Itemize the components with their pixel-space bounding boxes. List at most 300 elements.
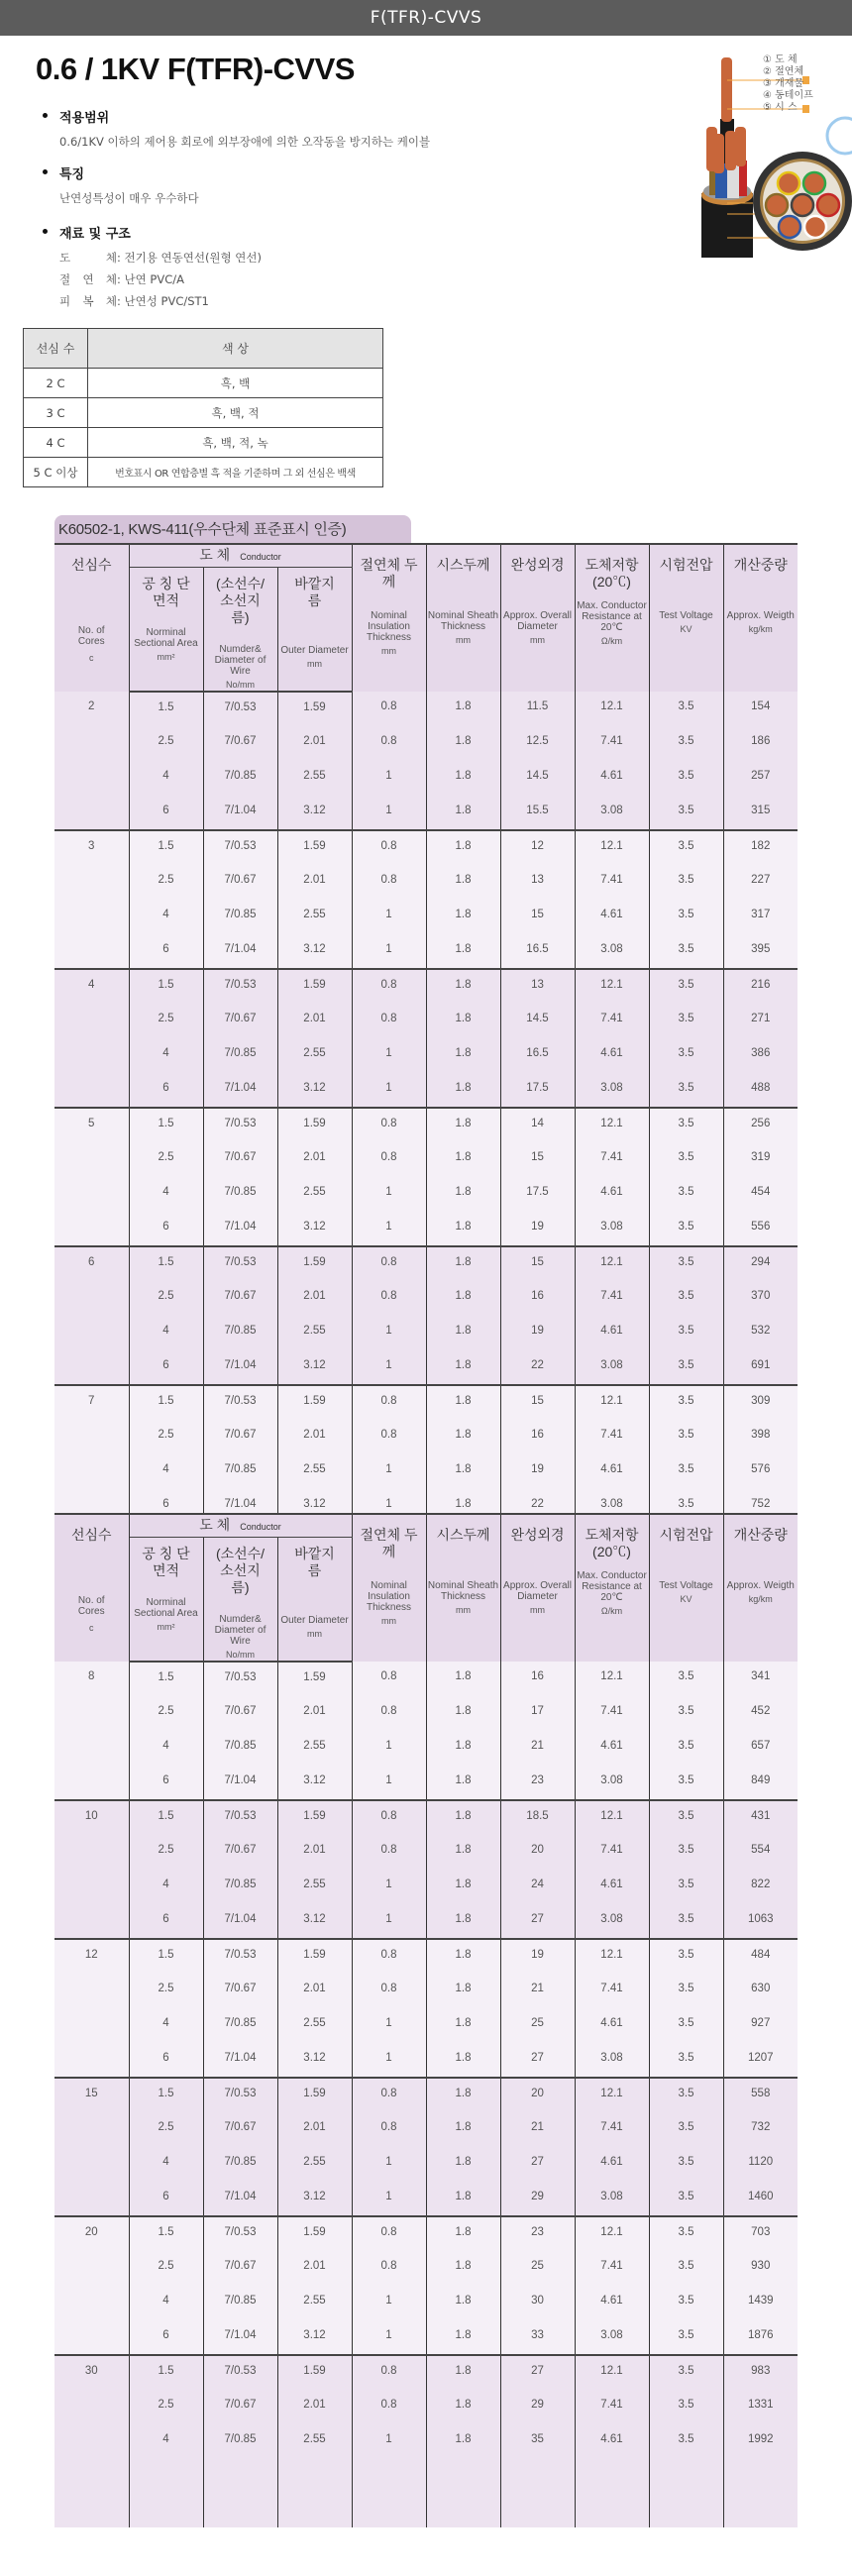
value-cell: 6 [129,1073,203,1108]
table-row [54,2390,798,2424]
value-cell: 576 [723,1454,798,1489]
value-cell: 341 [723,1662,798,1696]
value-cell: 3.5 [649,2251,723,2286]
value-cell: 2.01 [277,1696,352,1731]
core-group-7 [54,1385,798,1524]
value-cell: 7.41 [575,1420,649,1454]
value-cell: 2.55 [277,1870,352,1904]
color-cell: 흑, 백, 적 [88,398,383,428]
value-cell: 1.8 [426,1731,500,1766]
value-cell: 3.5 [649,1904,723,1939]
value-cell: 1 [352,1489,426,1524]
cores-cell: 15 [54,2078,129,2112]
header-insulation-hu: mm [381,646,396,656]
value-cell: 2.01 [277,1974,352,2008]
value-cell: 1.8 [426,2182,500,2216]
col-header-conductor [129,544,352,568]
value-cell: 12 [500,830,575,865]
value-cell: 7/1.04 [203,2043,277,2078]
value-cell: 1.8 [426,865,500,900]
cores-cell [54,2286,129,2320]
materials-body [40,247,262,312]
value-cell: 0.8 [352,1385,426,1420]
value-cell: 19 [500,1316,575,1350]
value-cell: 12.1 [575,2078,649,2112]
value-cell: 25 [500,2008,575,2043]
value-cell: 0.8 [352,726,426,761]
header-area-hk: 공 칭 단면적 [142,1546,190,1578]
value-cell: 1.8 [426,796,500,830]
value-cell: 1.8 [426,830,500,865]
table-row [54,1454,798,1489]
header-wire-he: Numder& Diameter of Wire [214,1614,266,1647]
legend-item: ② 절연체 [763,66,804,77]
table-row [54,830,798,865]
value-cell: 1.59 [277,1246,352,1281]
value-cell: 2.55 [277,2424,352,2459]
value-cell: 7.41 [575,1281,649,1316]
legend-item: ⑤ 시 스 [763,102,798,113]
value-cell: 0.8 [352,2112,426,2147]
value-cell: 3.12 [277,1212,352,1246]
value-cell: 1.8 [426,1939,500,1974]
value-cell: 4 [129,1038,203,1073]
value-cell: 703 [723,2216,798,2251]
value-cell: 24 [500,1870,575,1904]
value-cell: 3.5 [649,2424,723,2459]
value-cell: 2.01 [277,1281,352,1316]
table-row [54,2424,798,2459]
header-voltage-hu: KV [680,1594,692,1604]
cable-cross-section-icon [733,144,852,258]
col-header-color: 색 상 [88,329,383,369]
value-cell: 15 [500,900,575,934]
value-cell: 3.5 [649,830,723,865]
value-cell: 3.08 [575,1073,649,1108]
cores-cell [54,1316,129,1350]
value-cell: 13 [500,969,575,1004]
value-cell: 1.8 [426,1835,500,1870]
value-cell: 1.59 [277,830,352,865]
header-weight-hk: 개산중량 [733,557,788,573]
value-cell: 1 [352,2320,426,2355]
cores-cell: 7 [54,1385,129,1420]
table-row [54,1108,798,1142]
material-item [59,268,262,290]
value-cell: 1.8 [426,2147,500,2182]
value-cell: 7/0.53 [203,2355,277,2390]
value-cell: 7/0.53 [203,1662,277,1696]
value-cell: 2.5 [129,1974,203,2008]
table-row [54,2459,798,2527]
value-cell: 1 [352,1177,426,1212]
value-cell: 7/0.67 [203,1281,277,1316]
header-voltage-hk: 시험전압 [659,1527,713,1543]
value-cell: 0.8 [352,865,426,900]
value-cell: 22 [500,1350,575,1385]
core-group-8 [54,1662,798,1800]
value-cell: 484 [723,1939,798,1974]
table-row [54,1870,798,1904]
value-cell: 3.5 [649,1350,723,1385]
value-cell: 2.01 [277,2390,352,2424]
value-cell: 27 [500,2355,575,2390]
value-cell: 2.55 [277,761,352,796]
value-cell: 1.5 [129,830,203,865]
value-cell: 1.8 [426,1696,500,1731]
value-cell: 0.8 [352,2078,426,2112]
table-row [54,2320,798,2355]
header-voltage-hu: KV [680,624,692,634]
value-cell: 3.08 [575,2043,649,2078]
value-cell: 0.8 [352,2355,426,2390]
header-overall-he: Approx. Overall Diameter [503,610,572,632]
value-cell: 2.55 [277,1177,352,1212]
value-cell: 0.8 [352,2390,426,2424]
cores-cell [54,2043,129,2078]
value-cell: 1.8 [426,1662,500,1696]
section-scope [40,107,430,153]
value-cell: 6 [129,1904,203,1939]
header-wire-hk: (소선수/ 소선지름) [215,576,266,625]
value-cell: 1 [352,1038,426,1073]
value-cell: 2.01 [277,2112,352,2147]
value-cell: 0.8 [352,1004,426,1038]
value-cell: 4 [129,2286,203,2320]
value-cell: 1 [352,1350,426,1385]
table-row [54,2355,798,2390]
core-group-5 [54,1108,798,1246]
value-cell: 7/0.85 [203,1731,277,1766]
value-cell: 1.8 [426,1870,500,1904]
cores-cell: 4 C [24,428,88,458]
value-cell: 3.5 [649,1731,723,1766]
core-group-3 [54,830,798,969]
core-group-12 [54,1939,798,2078]
value-cell: 0.8 [352,692,426,726]
value-cell: 3.08 [575,1489,649,1524]
legend-item: ① 도 체 [763,54,798,65]
table-row [54,1350,798,1385]
value-cell: 12.1 [575,830,649,865]
cores-cell [54,1073,129,1108]
value-cell: 4 [129,2147,203,2182]
color-cell: 흑, 백 [88,369,383,398]
cores-cell: 5 [54,1108,129,1142]
value-cell: 7/0.85 [203,2008,277,2043]
table-row [24,458,383,487]
value-cell: 7/0.67 [203,1974,277,2008]
value-cell: 3.5 [649,1212,723,1246]
value-cell: 3.5 [649,2390,723,2424]
value-cell: 294 [723,1246,798,1281]
value-cell: 16.5 [500,1038,575,1073]
cores-cell [54,1038,129,1073]
value-cell: 1.5 [129,1939,203,1974]
cores-cell: 3 C [24,398,88,428]
value-cell: 1.59 [277,2216,352,2251]
table-row [54,1073,798,1108]
header-sheath-hk: 시스두께 [436,557,490,573]
header-overall-hu: mm [530,635,545,645]
cores-cell [54,1350,129,1385]
cores-cell [54,2251,129,2286]
value-cell: 7.41 [575,1835,649,1870]
value-cell: 154 [723,692,798,726]
value-cell: 315 [723,796,798,830]
features-body: 난연성특성이 매우 우수하다 [59,191,199,205]
value-cell: 454 [723,1177,798,1212]
table-row [54,761,798,796]
material-item [59,290,262,312]
value-cell: 23 [500,1766,575,1800]
col-header-insulation [352,1514,426,1662]
value-cell: 21 [500,1974,575,2008]
value-cell: 1.8 [426,1073,500,1108]
value-cell: 2.01 [277,865,352,900]
value-cell: 4 [129,1870,203,1904]
header-sheath-hu: mm [456,635,471,645]
value-cell: 6 [129,2320,203,2355]
cores-cell: 30 [54,2355,129,2390]
cores-cell: 8 [54,1662,129,1696]
features-heading: 특징 [40,163,199,182]
value-cell: 1.8 [426,1350,500,1385]
col-header-area [129,1538,203,1663]
header-wire-hu: No/mm [226,1650,255,1660]
col-header-overall [500,1514,575,1662]
value-cell: 1.8 [426,900,500,934]
value-cell: 3.12 [277,1766,352,1800]
value-cell: 1.8 [426,1246,500,1281]
value-cell: 1.8 [426,2043,500,2078]
cores-cell [54,1696,129,1731]
value-cell: 822 [723,1870,798,1904]
col-header-cores [54,1514,129,1662]
value-cell: 2.01 [277,726,352,761]
header-cores-he: No. of Cores [77,1595,105,1617]
value-cell: 4.61 [575,761,649,796]
col-header-voltage [649,544,723,692]
header-cores-hu: c [89,1623,94,1633]
value-cell: 2.5 [129,1142,203,1177]
value-cell: 3.5 [649,2043,723,2078]
value-cell: 1.59 [277,1385,352,1420]
value-cell: 1.59 [277,1108,352,1142]
header-weight-he: Approx. Weigth [726,1580,795,1591]
value-cell: 7/0.67 [203,2112,277,2147]
value-cell: 13 [500,865,575,900]
cable-parts-legend [763,54,813,114]
core-group-15 [54,2078,798,2216]
value-cell [723,2459,798,2527]
value-cell: 3.5 [649,1038,723,1073]
table-row [54,2147,798,2182]
value-cell: 15.5 [500,796,575,830]
legend-item: ③ 개재물 [763,78,804,89]
value-cell: 7/1.04 [203,934,277,969]
table-row [54,2216,798,2251]
value-cell: 27 [500,1904,575,1939]
value-cell: 1.8 [426,2390,500,2424]
value-cell: 7/0.53 [203,2216,277,2251]
cores-cell [54,1870,129,1904]
value-cell: 1.8 [426,2216,500,2251]
value-cell: 7.41 [575,1696,649,1731]
value-cell: 3.5 [649,1696,723,1731]
value-cell: 12.1 [575,1246,649,1281]
value-cell: 7/0.85 [203,1454,277,1489]
value-cell: 1992 [723,2424,798,2459]
header-outer-he: Outer Diameter [280,1615,349,1626]
value-cell: 3.5 [649,1662,723,1696]
value-cell: 1.8 [426,1281,500,1316]
core-group-30 [54,2355,798,2527]
conductor-ko: 도 체 [199,547,231,563]
cores-cell: 12 [54,1939,129,1974]
value-cell: 3.5 [649,2112,723,2147]
cores-cell: 6 [54,1246,129,1281]
value-cell: 3.08 [575,2182,649,2216]
material-value: : 전기용 연동연선(원형 연선) [117,251,263,265]
value-cell: 7/1.04 [203,1073,277,1108]
table-row [54,1212,798,1246]
value-cell: 1.8 [426,1420,500,1454]
value-cell: 1.8 [426,2112,500,2147]
value-cell: 7/0.53 [203,969,277,1004]
value-cell: 558 [723,2078,798,2112]
value-cell: 14.5 [500,1004,575,1038]
cores-cell: 10 [54,1800,129,1835]
value-cell: 1.8 [426,2251,500,2286]
value-cell: 1.8 [426,1974,500,2008]
value-cell: 1 [352,796,426,830]
value-cell: 386 [723,1038,798,1073]
value-cell: 1 [352,2182,426,2216]
core-group-10 [54,1800,798,1939]
table-row [54,1038,798,1073]
value-cell: 3.5 [649,1454,723,1489]
cores-cell [54,1974,129,2008]
value-cell: 0.8 [352,830,426,865]
value-cell: 452 [723,1696,798,1731]
value-cell: 12.1 [575,1385,649,1420]
value-cell: 7/0.85 [203,1870,277,1904]
value-cell: 15 [500,1142,575,1177]
value-cell: 7.41 [575,1974,649,2008]
value-cell: 7/0.85 [203,1316,277,1350]
table-row [54,865,798,900]
value-cell: 0.8 [352,2216,426,2251]
value-cell: 2.5 [129,1420,203,1454]
value-cell: 3.5 [649,1870,723,1904]
value-cell: 7/1.04 [203,796,277,830]
value-cell: 3.5 [649,761,723,796]
value-cell: 3.5 [649,865,723,900]
value-cell: 1063 [723,1904,798,1939]
value-cell: 27 [500,2147,575,2182]
header-resistance-hu: Ω/km [600,636,623,646]
value-cell: 182 [723,830,798,865]
value-cell: 7/0.67 [203,865,277,900]
value-cell: 1 [352,934,426,969]
value-cell: 3.5 [649,2078,723,2112]
col-header-cores: 선심 수 [24,329,88,369]
value-cell: 22 [500,1489,575,1524]
header-area-he: Norminal Sectional Area [134,627,198,649]
table-row [54,1385,798,1420]
value-cell: 3.5 [649,2008,723,2043]
value-cell: 7/0.67 [203,2251,277,2286]
page-banner: F(TFR)-CVVS [0,0,852,36]
value-cell: 20 [500,2078,575,2112]
value-cell: 7.41 [575,2112,649,2147]
value-cell: 1.5 [129,2355,203,2390]
value-cell: 2.5 [129,1696,203,1731]
header-wire-hk: (소선수/ 소선지름) [215,1546,266,1595]
value-cell: 1.8 [426,2286,500,2320]
header-sheath-he: Nominal Sheath Thickness [427,610,499,632]
value-cell: 6 [129,1489,203,1524]
col-header-resistance [575,544,649,692]
conductor-en: Conductor [240,552,281,562]
header-weight-hk: 개산중량 [733,1527,788,1543]
value-cell: 752 [723,1489,798,1524]
value-cell: 2.5 [129,1004,203,1038]
cores-cell [54,2112,129,2147]
copper-core-icon [721,57,732,122]
value-cell: 1 [352,2424,426,2459]
value-cell: 4.61 [575,1316,649,1350]
value-cell: 3.5 [649,2286,723,2320]
table-row [54,934,798,969]
value-cell: 7/0.53 [203,1385,277,1420]
value-cell: 4.61 [575,1731,649,1766]
value-cell: 3.5 [649,1974,723,2008]
table-row [54,796,798,830]
color-cell: 흑, 백, 적, 녹 [88,428,383,458]
value-cell: 1.8 [426,1454,500,1489]
value-cell: 7/0.53 [203,830,277,865]
table-row [54,2112,798,2147]
header-overall-he: Approx. Overall Diameter [503,1580,572,1602]
value-cell: 7/0.67 [203,2390,277,2424]
value-cell: 3.5 [649,969,723,1004]
value-cell: 27 [500,2043,575,2078]
value-cell: 1.8 [426,1316,500,1350]
color-cell: 번호표시 OR 연합층별 흑 적을 기준하며 그 외 선심은 백색 [88,458,383,487]
value-cell: 12.1 [575,1108,649,1142]
value-cell: 927 [723,2008,798,2043]
value-cell: 12.1 [575,969,649,1004]
col-header-wire [203,568,277,693]
value-cell: 556 [723,1212,798,1246]
value-cell: 7/0.53 [203,1800,277,1835]
table-row [54,1316,798,1350]
table-row [54,2182,798,2216]
cores-cell [54,2182,129,2216]
value-cell: 0.8 [352,1281,426,1316]
value-cell: 1.8 [426,969,500,1004]
table-row [24,398,383,428]
value-cell: 1 [352,1870,426,1904]
core-group-4 [54,969,798,1108]
value-cell: 1.8 [426,2355,500,2390]
spec-table-part1 [54,543,798,1525]
value-cell: 1.59 [277,692,352,726]
value-cell: 3.5 [649,1939,723,1974]
value-cell: 3.5 [649,1766,723,1800]
